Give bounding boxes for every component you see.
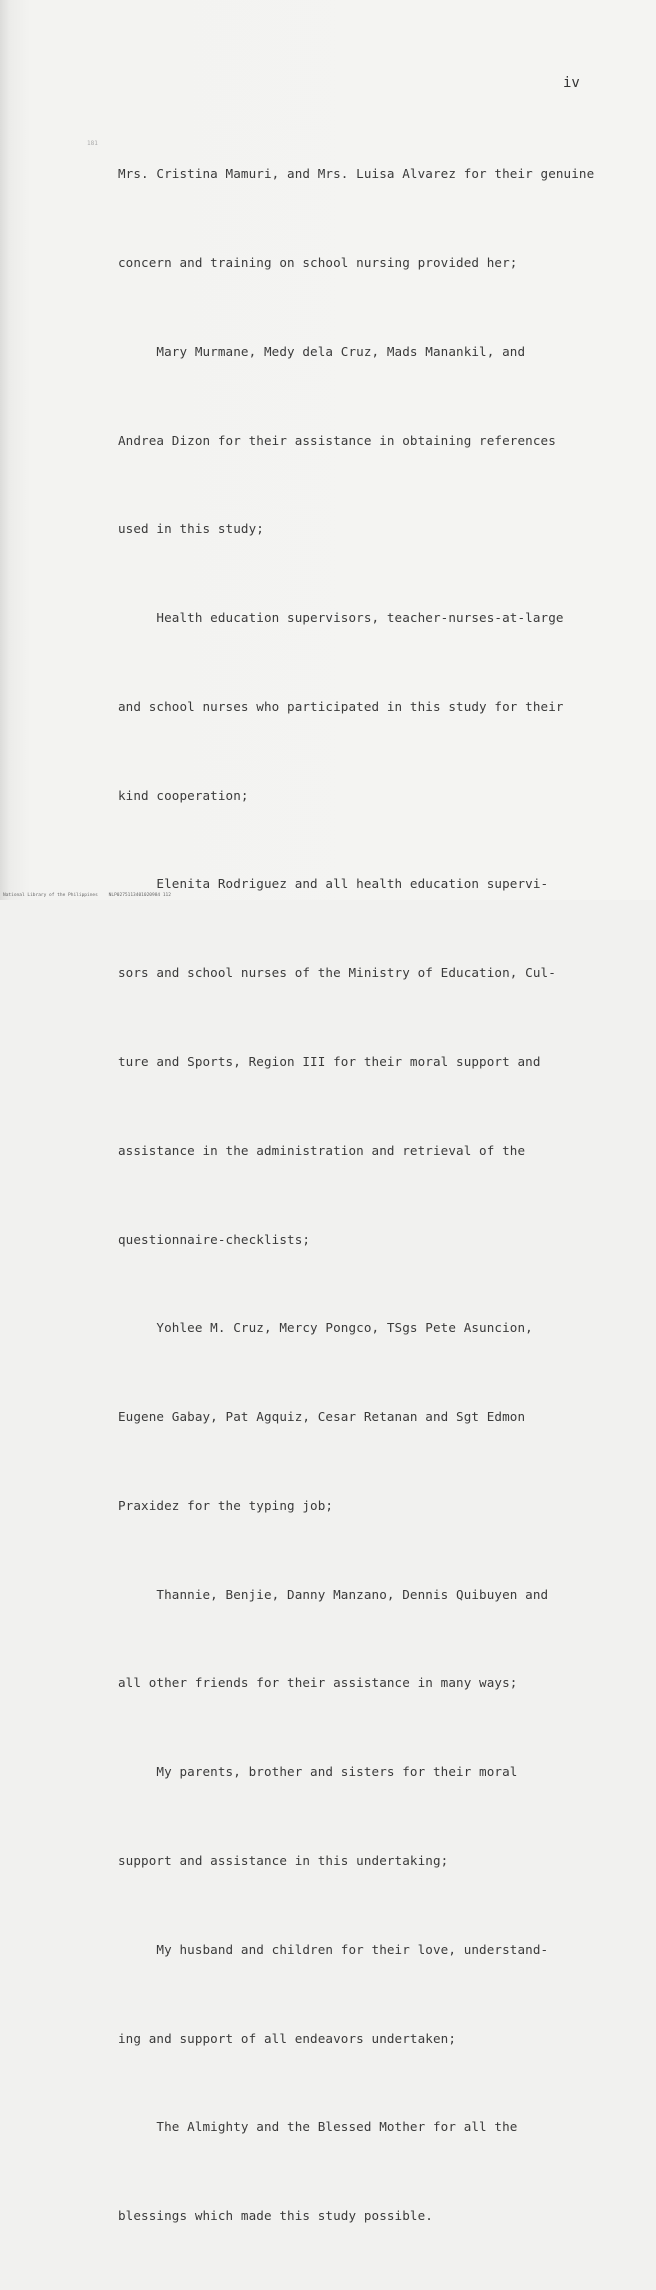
text-line: and school nurses who participated in this study for their — [118, 698, 564, 714]
library-footer: National Library of the Philippines NLP0275113401020984 112 — [3, 893, 171, 898]
text-line: Elenita Rodriguez and all health education supervi- — [118, 876, 549, 892]
acknowledgment-text — [118, 100, 618, 2290]
text-line: support and assistance in this undertaking; — [118, 1853, 449, 1869]
text-line: ture and Sports, Region III for their moral support and — [118, 1054, 541, 1069]
text-line: used in this study; — [118, 521, 264, 537]
text-line: Health education supervisors, teacher-nurses-at-large — [118, 610, 564, 626]
text-line: Yohlee M. Cruz, Mercy Pongco, TSgs Pete Asuncion, — [118, 1320, 533, 1336]
text-line: Andrea Dizon for their assistance in obtaining references — [118, 432, 556, 448]
text-line: all other friends for their assistance in many ways; — [118, 1675, 518, 1691]
text-line: concern and training on school nursing provided her; — [118, 254, 518, 270]
text-line: questionnaire-checklists; — [118, 1231, 311, 1247]
text-line: Mary Murmane, Medy dela Cruz, Mads Manankil, and — [118, 343, 526, 359]
text-line: My husband and children for their love, understand- — [118, 1941, 549, 1957]
text-line: Praxidez for the typing job; — [118, 1497, 334, 1513]
text-line: My parents, brother and sisters for their moral — [118, 1764, 518, 1780]
text-line: kind cooperation; — [118, 787, 249, 803]
text-line: Mrs. Cristina Mamuri, and Mrs. Luisa Alvarez for their genuine — [118, 166, 595, 182]
text-line: ing and support of all endeavors undertaken; — [118, 2030, 457, 2046]
margin-mark: 181 — [87, 140, 98, 147]
text-line: Eugene Gabay, Pat Agquiz, Cesar Retanan and Sgt Edmon — [118, 1409, 526, 1425]
text-line: blessings which made this study possible. — [118, 2208, 433, 2224]
text-line: assistance in the administration and retrieval of the — [118, 1142, 526, 1158]
text-line: The Almighty and the Blessed Mother for all the — [118, 2119, 518, 2135]
text-line: sors and school nurses of the Ministry of Education, Cul- — [118, 965, 556, 981]
page-number: iv — [563, 75, 580, 91]
text-line: Thannie, Benjie, Danny Manzano, Dennis Quibuyen and — [118, 1586, 549, 1602]
